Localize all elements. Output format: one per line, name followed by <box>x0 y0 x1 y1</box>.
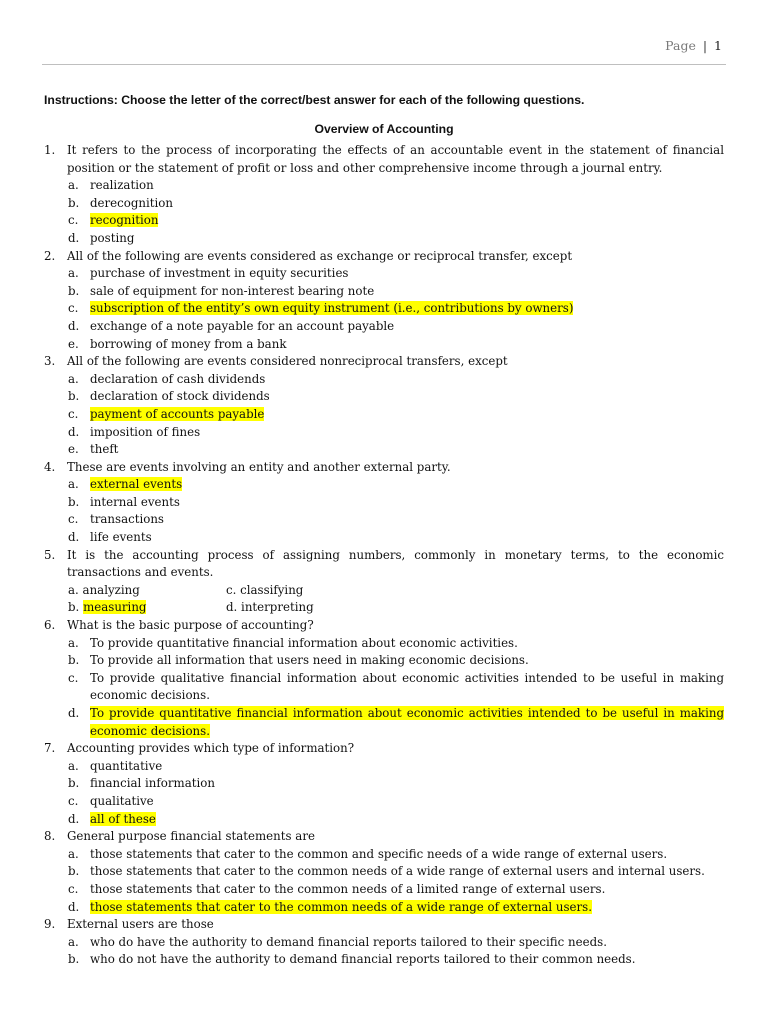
answer-option <box>0 511 768 529</box>
option-letter: a. <box>68 371 79 386</box>
answer-option <box>0 899 768 917</box>
option-letter: d. <box>68 899 80 914</box>
answer-option <box>0 424 768 442</box>
question-number: 5. <box>44 547 56 562</box>
option-letter: a. <box>68 477 79 492</box>
answer-option <box>0 951 768 969</box>
question-number: 6. <box>44 618 56 633</box>
option-text: financial information <box>90 776 215 791</box>
question-9 <box>0 916 768 934</box>
answer-option <box>0 494 768 512</box>
answer-option <box>0 283 768 301</box>
option-text: those statements that cater to the common and specific needs of a wide range of external users. <box>90 846 668 861</box>
option-letter: a. <box>68 934 79 949</box>
option-letter: b. <box>68 776 80 791</box>
answer-option <box>0 177 768 195</box>
answer-option <box>0 775 768 793</box>
answer-option <box>0 476 768 494</box>
question-number: 2. <box>44 248 56 263</box>
option-letter: c. <box>68 881 79 896</box>
instructions: Instructions: Choose the letter of the correct/best answer for each of the following questions. <box>44 93 585 107</box>
option-text: those statements that cater to the common needs of a limited range of external users. <box>90 881 606 896</box>
highlighted-answer: payment of accounts payable <box>90 406 265 421</box>
answer-option <box>0 441 768 459</box>
option-text: those statements that cater to the common needs of a wide range of external users and internal users. <box>90 864 705 879</box>
option-text: sale of equipment for non-interest bearing note <box>90 283 375 298</box>
option-letter: b. <box>68 864 80 879</box>
answer-option-row <box>0 599 768 617</box>
answer-option <box>0 371 768 389</box>
option-text: derecognition <box>90 195 173 210</box>
option-text: quantitative <box>90 758 163 773</box>
option-text: who do not have the authority to demand financial reports tailored to their common needs. <box>90 952 636 967</box>
answer-option <box>0 652 768 670</box>
answer-option <box>0 318 768 336</box>
option-letter: d. <box>68 811 80 826</box>
question-text: What is the basic purpose of accounting? <box>67 618 314 633</box>
option-letter: d. <box>68 318 80 333</box>
answer-option <box>0 265 768 283</box>
answer-option <box>0 406 768 424</box>
option-text: declaration of cash dividends <box>90 371 266 386</box>
question-text: Accounting provides which type of information? <box>67 741 355 756</box>
highlighted-answer: recognition <box>90 213 159 228</box>
option-right: c. classifying <box>226 582 304 597</box>
question-1 <box>0 142 768 177</box>
answer-option <box>0 705 768 740</box>
option-text: To provide quantitative financial information about economic activities. <box>90 635 518 650</box>
question-number: 9. <box>44 917 56 932</box>
question-6 <box>0 617 768 635</box>
highlighted-answer: external events <box>90 477 183 492</box>
option-letter: e. <box>68 336 79 351</box>
option-letter: b. <box>68 389 80 404</box>
option-letter: c. <box>68 670 79 685</box>
option-text: theft <box>90 442 119 457</box>
option-letter: a. <box>68 178 79 193</box>
answer-option <box>0 230 768 248</box>
answer-option-row <box>0 582 768 600</box>
option-right: d. interpreting <box>226 600 314 615</box>
question-list <box>0 142 768 969</box>
option-text: qualitative <box>90 793 154 808</box>
question-number: 4. <box>44 459 56 474</box>
answer-option <box>0 846 768 864</box>
answer-option <box>0 758 768 776</box>
answer-option <box>0 863 768 881</box>
option-text: borrowing of money from a bank <box>90 336 287 351</box>
option-letter: c. <box>68 406 79 421</box>
question-text: These are events involving an entity and another external party. <box>67 459 451 474</box>
option-text: who do have the authority to demand financial reports tailored to their specific needs. <box>90 934 607 949</box>
answer-option <box>0 670 768 705</box>
question-text: External users are those <box>67 917 214 932</box>
option-text: To provide all information that users need in making economic decisions. <box>90 653 529 668</box>
question-text: All of the following are events considered as exchange or reciprocal transfer, except <box>67 248 573 263</box>
option-letter: c. <box>68 301 79 316</box>
question-3 <box>0 353 768 371</box>
option-text: internal events <box>90 494 180 509</box>
question-5 <box>0 547 768 582</box>
option-left: a. analyzing <box>68 582 140 597</box>
answer-option <box>0 881 768 899</box>
highlighted-answer: all of these <box>90 811 156 826</box>
option-letter: c. <box>68 793 79 808</box>
option-text: purchase of investment in equity securities <box>90 266 349 281</box>
section-title: Overview of Accounting <box>314 122 454 136</box>
option-text: transactions <box>90 512 164 527</box>
answer-option <box>0 793 768 811</box>
page-separator: | <box>702 38 708 53</box>
question-number: 8. <box>44 829 56 844</box>
option-letter: a. <box>68 635 79 650</box>
question-number: 3. <box>44 354 56 369</box>
option-left: b. measuring <box>68 600 147 615</box>
answer-option <box>0 635 768 653</box>
answer-option <box>0 934 768 952</box>
answer-option <box>0 300 768 318</box>
answer-option <box>0 388 768 406</box>
option-text: posting <box>90 230 135 245</box>
option-letter: b. <box>68 195 80 210</box>
option-letter: b. <box>68 494 80 509</box>
answer-option <box>0 212 768 230</box>
highlighted-answer: measuring <box>83 600 147 615</box>
highlighted-answer: those statements that cater to the common needs of a wide range of external users. <box>90 899 592 914</box>
question-8 <box>0 828 768 846</box>
option-letter: b. <box>68 653 80 668</box>
option-letter: b. <box>68 952 80 967</box>
question-number: 7. <box>44 741 56 756</box>
option-letter: d. <box>68 424 80 439</box>
question-2 <box>0 248 768 266</box>
option-text: To provide qualitative financial information about economic activities intended to be useful in making economic decisions. <box>90 670 724 703</box>
option-text: declaration of stock dividends <box>90 389 270 404</box>
option-letter: c. <box>68 512 79 527</box>
question-text: It refers to the process of incorporating the effects of an accountable event in the statement of financial position or the statement of profit or loss and other comprehensive income through a journal entry. <box>67 143 724 175</box>
answer-option <box>0 336 768 354</box>
option-text: imposition of fines <box>90 424 201 439</box>
question-text: All of the following are events considered nonreciprocal transfers, except <box>67 354 508 369</box>
option-letter: b. <box>68 283 80 298</box>
header-rule <box>42 64 726 65</box>
page-header <box>665 38 722 53</box>
option-letter: a. <box>68 846 79 861</box>
option-letter: a. <box>68 758 79 773</box>
question-7 <box>0 740 768 758</box>
answer-option <box>0 529 768 547</box>
option-letter: e. <box>68 442 79 457</box>
question-4 <box>0 459 768 477</box>
option-letter: c. <box>68 213 79 228</box>
option-letter: d. <box>68 530 80 545</box>
question-text: It is the accounting process of assigning numbers, commonly in monetary terms, to the economic transactions and events. <box>67 547 724 580</box>
highlighted-answer: subscription of the entity’s own equity instrument (i.e., contributions by owners) <box>90 301 574 316</box>
option-text: exchange of a note payable for an account payable <box>90 318 395 333</box>
question-text: General purpose financial statements are <box>67 829 315 844</box>
question-number: 1. <box>44 143 56 157</box>
page-number: 1 <box>714 38 722 53</box>
option-letter: a. <box>68 266 79 281</box>
option-text: life events <box>90 530 152 545</box>
option-letter: d. <box>68 230 80 245</box>
answer-option <box>0 195 768 213</box>
option-letter: d. <box>68 706 80 720</box>
option-text: realization <box>90 178 154 193</box>
highlighted-answer: To provide quantitative financial information about economic activities intended to be useful in making economic decisions. <box>90 706 724 738</box>
page-word: Page <box>665 38 696 53</box>
answer-option <box>0 811 768 829</box>
